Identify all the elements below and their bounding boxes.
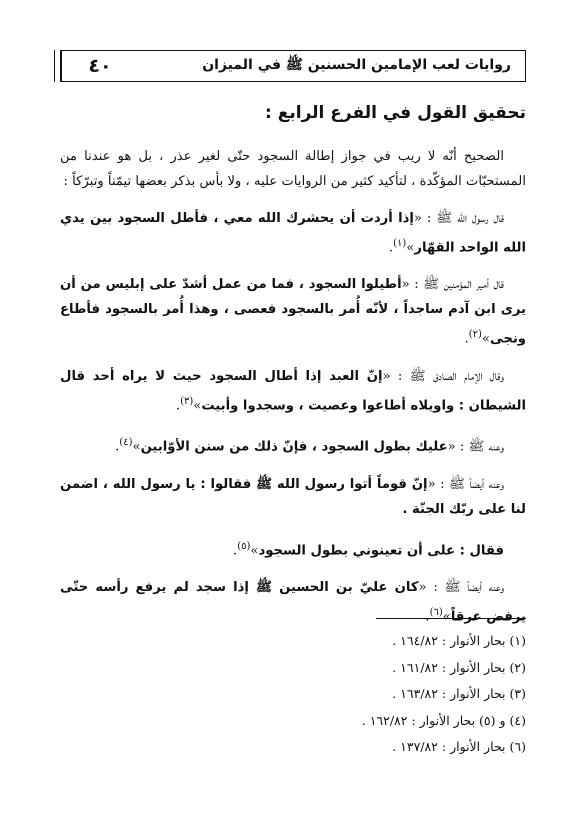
paragraph-intro: الصحيح أنّه لا ريب في جواز إطالة السجود حتّى لغير عذر ، بل هو عندنا من المستحبّات المؤكّدة ، لتأكيد كثير من الروايات عليه ، ولا بأس بذكر بعضها تيمّناً وتبرّكاً : — [60, 149, 526, 189]
footnote-1: (١) بحار الأنوار : ١٦٤/٨٢ . — [392, 633, 526, 648]
running-header — [60, 50, 526, 82]
paragraph-hadith-1: قال رسول الله ﷺ : «إذا أردت أن يحشرك الله معي ، فأطل السجود بين يدي الله الواحد القهّار»$^{(١)}$. — [60, 211, 526, 256]
page-number: ٤٠ — [61, 51, 138, 81]
paragraph-hadith-5-cont: فقال : على أن تعينوني بطول السجود»$^{(٥)}$. — [233, 540, 504, 558]
paragraph-hadith-6: وعنه أيضاً ﷺ : «كان عليّ بن الحسين ﷺ إذا سجد لم يرفع رأسه حتّى يرفض عرقاً»$^{(٦)}$. — [60, 579, 526, 625]
paragraph-hadith-3: وقال الإمام الصادق ﷺ : «إنّ العبد إذا أطال السجود حيث لا يراه أحد قال الشيطان : واويلاه أطاعوا وعصيت ، وسجدوا وأبيت»$^{(٣)}$. — [60, 368, 526, 414]
hadith-quote: إنّ العبد إذا أطال السجود حيث لا يراه أحد قال الشيطان : واويلاه أطاعوا وعصيت ، وسجدوا وأبيت — [60, 368, 526, 414]
footnote-ref: (٦) — [429, 606, 443, 618]
hadith-quote: فقال : على أن تعينوني بطول السجود — [258, 542, 504, 558]
footnote-ref: (١) — [393, 238, 407, 249]
section-heading: تحقيق القول في الفرع الرابع : — [265, 103, 526, 123]
footnote-ref: (٢) — [468, 329, 482, 341]
main-text — [60, 100, 526, 641]
footnote-3: (٣) بحار الأنوار : ١٦٣/٨٢ . — [392, 686, 526, 701]
paragraph-hadith-4: وعنه ﷺ : «عليك بطول السجود ، فإنّ ذلك من سنن الأوّابين»$^{(٤)}$. — [115, 437, 504, 455]
footnote-4-5: (٤) و (٥) بحار الأنوار : ١٦٢/٨٢ . — [361, 712, 526, 728]
footnote-divider — [376, 618, 526, 619]
footnote-6: (٦) بحار الأنوار : ١٣٧/٨٢ . — [392, 739, 526, 754]
hadith-quote: إنّ قوماً أتوا رسول الله ﷺ فقالوا : يا رسول الله ، اضمن لنا على ربّك الجنّة . — [60, 476, 526, 517]
paragraph-hadith-5: وعنه أيضاً ﷺ : «إنّ قوماً أتوا رسول الله ﷺ فقالوا : يا رسول الله ، اضمن لنا على ربّك الجنّة . — [60, 476, 526, 517]
header-title: روايات لعب الإمامين الحسنين ﷺ في الميزان — [202, 57, 511, 73]
footnotes — [60, 628, 526, 761]
hadith-quote: إذا أردت أن يحشرك الله معي ، فأطل السجود بين يدي الله الواحد القهّار — [60, 211, 526, 256]
footnote-ref: (٣) — [180, 395, 194, 407]
hadith-quote: أطيلوا السجود ، فما من عمل أشدّ على إبليس من أن يرى ابن آدم ساجداً ، لأنّه أُمر بالسجود فعصى ، وهذا أُمر بالسجود فأطاع ونجى — [60, 277, 526, 347]
footnote-ref: (٥) — [237, 540, 251, 552]
hadith-quote: عليك بطول السجود ، فإنّ ذلك من سنن الأوّابين — [140, 439, 448, 455]
footnote-ref: (٤) — [119, 437, 133, 449]
footnote-2: (٢) بحار الأنوار : ١٦١/٨٢ . — [392, 659, 526, 675]
hadith-quote: كان عليّ بن الحسين ﷺ إذا سجد لم يرفع رأسه حتّى يرفض عرقاً — [60, 579, 526, 625]
paragraph-hadith-2: قال أمير المؤمنين ﷺ : «أطيلوا السجود ، فما من عمل أشدّ على إبليس من أن يرى ابن آدم ساجداً ، لأنّه أُمر بالسجود فعصى ، وهذا أُمر بالسجود فأطاع ونجى»$^{(٢)}$. — [60, 277, 526, 347]
